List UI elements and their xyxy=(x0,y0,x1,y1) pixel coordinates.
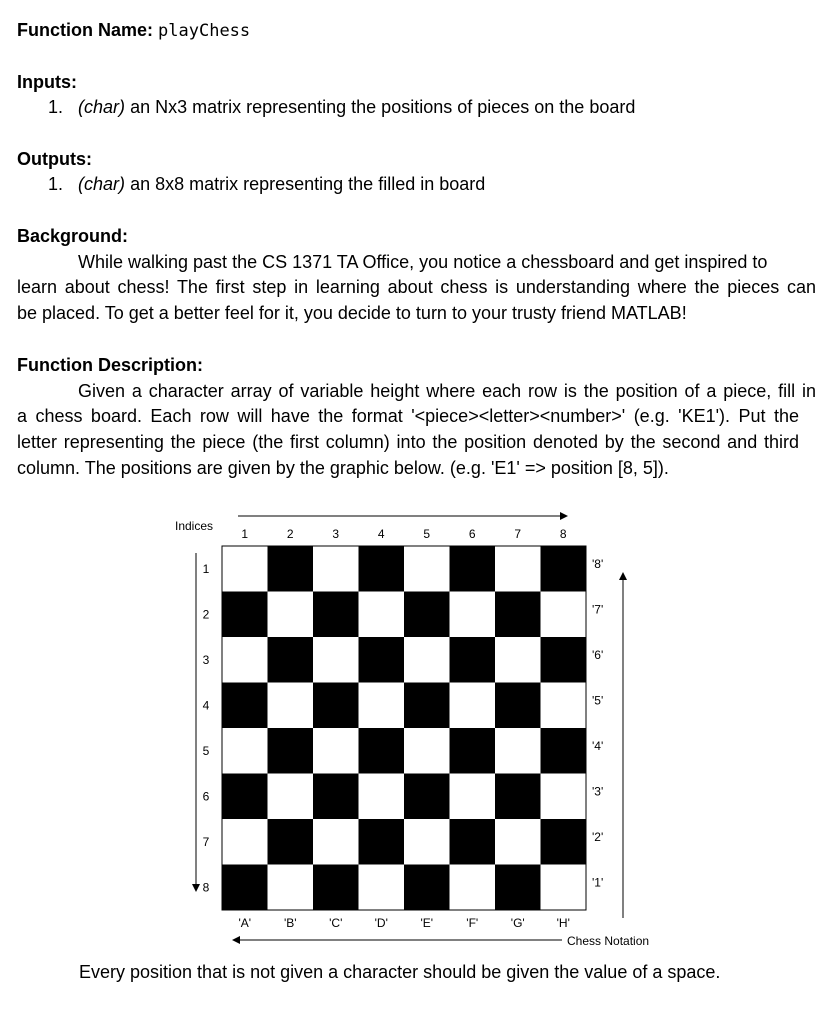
background-line-1: While walking past the CS 1371 TA Office, you notice a chessboard and get inspired to xyxy=(78,252,768,272)
board-square xyxy=(404,728,450,774)
board-square xyxy=(359,592,405,638)
row-index: 5 xyxy=(202,743,210,758)
board-square xyxy=(450,819,496,865)
file-label: 'G' xyxy=(510,916,525,930)
description-line-1: Given a character array of variable height where each row is the position of a piece, fill in xyxy=(78,381,816,401)
indices-label: Indices xyxy=(175,519,214,533)
row-index: 2 xyxy=(202,607,210,622)
rank-label: '2' xyxy=(592,830,604,844)
board-square xyxy=(222,819,268,865)
board-square xyxy=(268,637,314,683)
board-square xyxy=(404,774,450,820)
description-line-4: column. The positions are given by the graphic below. (e.g. 'E1' => position [8, 5]). xyxy=(17,458,669,478)
description-line-2: a chess board. Each row will have the format '<piece><letter><number>' (e.g. 'KE1'). Put the xyxy=(17,406,799,426)
file-label: 'C' xyxy=(329,916,343,930)
column-index: 7 xyxy=(514,527,522,541)
board-square xyxy=(541,774,587,820)
board-square xyxy=(495,774,541,820)
board-square xyxy=(222,683,268,729)
board-square xyxy=(359,819,405,865)
row-index: 4 xyxy=(202,698,210,713)
row-index: 1 xyxy=(202,561,210,576)
row-index: 8 xyxy=(202,880,210,895)
column-index: 5 xyxy=(423,527,431,541)
function-name-value: playChess xyxy=(158,21,251,41)
column-index: 6 xyxy=(468,527,476,541)
column-index: 8 xyxy=(559,527,567,541)
row-index: 3 xyxy=(202,652,210,667)
board-square xyxy=(450,546,496,592)
board-square xyxy=(313,592,359,638)
board-square xyxy=(541,546,587,592)
board-square xyxy=(404,683,450,729)
board-square xyxy=(495,728,541,774)
board-square xyxy=(222,728,268,774)
board-square xyxy=(495,592,541,638)
column-index: 3 xyxy=(332,527,340,541)
rank-label: '7' xyxy=(592,602,604,617)
board-square xyxy=(541,865,587,911)
board-square xyxy=(222,592,268,638)
board-square xyxy=(450,637,496,683)
board-square xyxy=(359,546,405,592)
board-square xyxy=(222,637,268,683)
board-square xyxy=(541,819,587,865)
file-label: 'H' xyxy=(556,916,570,930)
board-square xyxy=(495,865,541,911)
rank-label: '8' xyxy=(592,557,604,571)
background-line-3: be placed. To get a better feel for it, you decide to turn to your trusty friend MATLAB! xyxy=(17,303,687,323)
board-square xyxy=(495,819,541,865)
description-line-3: letter representing the piece (the first column) into the position denoted by the second and third xyxy=(17,432,799,452)
chessboard xyxy=(222,546,586,910)
inputs-item-number: 1. xyxy=(48,97,64,117)
board-square xyxy=(313,546,359,592)
outputs-item-type: (char) xyxy=(78,174,126,194)
board-square xyxy=(541,728,587,774)
background-line-2: learn about chess! The first step in learning about chess is understanding where the pieces can xyxy=(17,277,816,297)
board-square xyxy=(495,683,541,729)
board-square xyxy=(450,865,496,911)
outputs-item-number: 1. xyxy=(48,174,64,194)
footer-note: Every position that is not given a character should be given the value of a space. xyxy=(79,962,721,982)
column-indices xyxy=(241,527,567,541)
board-square xyxy=(313,865,359,911)
description-heading: Function Description: xyxy=(17,355,203,375)
outputs-heading: Outputs: xyxy=(17,149,92,169)
column-index: 4 xyxy=(377,527,385,541)
board-square xyxy=(450,592,496,638)
board-square xyxy=(268,728,314,774)
board-square xyxy=(359,865,405,911)
board-square xyxy=(495,637,541,683)
board-square xyxy=(359,637,405,683)
board-square xyxy=(268,865,314,911)
board-square xyxy=(268,819,314,865)
board-square xyxy=(359,774,405,820)
file-label: 'D' xyxy=(374,916,388,930)
board-square xyxy=(268,774,314,820)
function-name-label: Function Name: xyxy=(17,20,154,40)
board-square xyxy=(222,546,268,592)
board-square xyxy=(268,592,314,638)
board-square xyxy=(268,683,314,729)
file-label: 'B' xyxy=(283,916,297,930)
outputs-item-text: an 8x8 matrix representing the filled in board xyxy=(130,174,486,194)
board-square xyxy=(268,546,314,592)
inputs-item-text: an Nx3 matrix representing the positions of pieces on the board xyxy=(130,97,636,117)
board-square xyxy=(313,819,359,865)
file-label: 'A' xyxy=(238,916,252,930)
board-square xyxy=(222,774,268,820)
file-label: 'E' xyxy=(420,916,434,930)
board-square xyxy=(450,774,496,820)
board-square xyxy=(450,683,496,729)
column-index: 1 xyxy=(241,527,249,541)
row-index: 6 xyxy=(202,789,210,804)
board-square xyxy=(313,637,359,683)
board-square xyxy=(541,683,587,729)
rank-label: '5' xyxy=(592,693,604,708)
board-square xyxy=(541,592,587,638)
board-square xyxy=(495,546,541,592)
column-index: 2 xyxy=(286,527,294,541)
row-indices xyxy=(203,562,210,895)
file-labels xyxy=(238,916,569,930)
board-square xyxy=(313,683,359,729)
board-square xyxy=(359,728,405,774)
file-label: 'F' xyxy=(466,916,479,930)
board-square xyxy=(541,637,587,683)
board-square xyxy=(222,865,268,911)
rank-label: '1' xyxy=(592,875,604,890)
rank-labels xyxy=(592,557,603,890)
row-index: 7 xyxy=(202,834,210,849)
board-square xyxy=(359,683,405,729)
board-square xyxy=(404,819,450,865)
rank-label: '3' xyxy=(592,784,604,799)
board-square xyxy=(313,728,359,774)
board-square xyxy=(404,865,450,911)
rank-label: '6' xyxy=(592,648,604,662)
rank-label: '4' xyxy=(592,739,604,753)
inputs-heading: Inputs: xyxy=(17,72,77,92)
board-square xyxy=(450,728,496,774)
board-square xyxy=(313,774,359,820)
board-square xyxy=(404,637,450,683)
board-square xyxy=(404,546,450,592)
chess-notation-label: Chess Notation xyxy=(567,934,650,948)
background-heading: Background: xyxy=(17,226,129,246)
board-square xyxy=(404,592,450,638)
inputs-item-type: (char) xyxy=(78,97,126,117)
